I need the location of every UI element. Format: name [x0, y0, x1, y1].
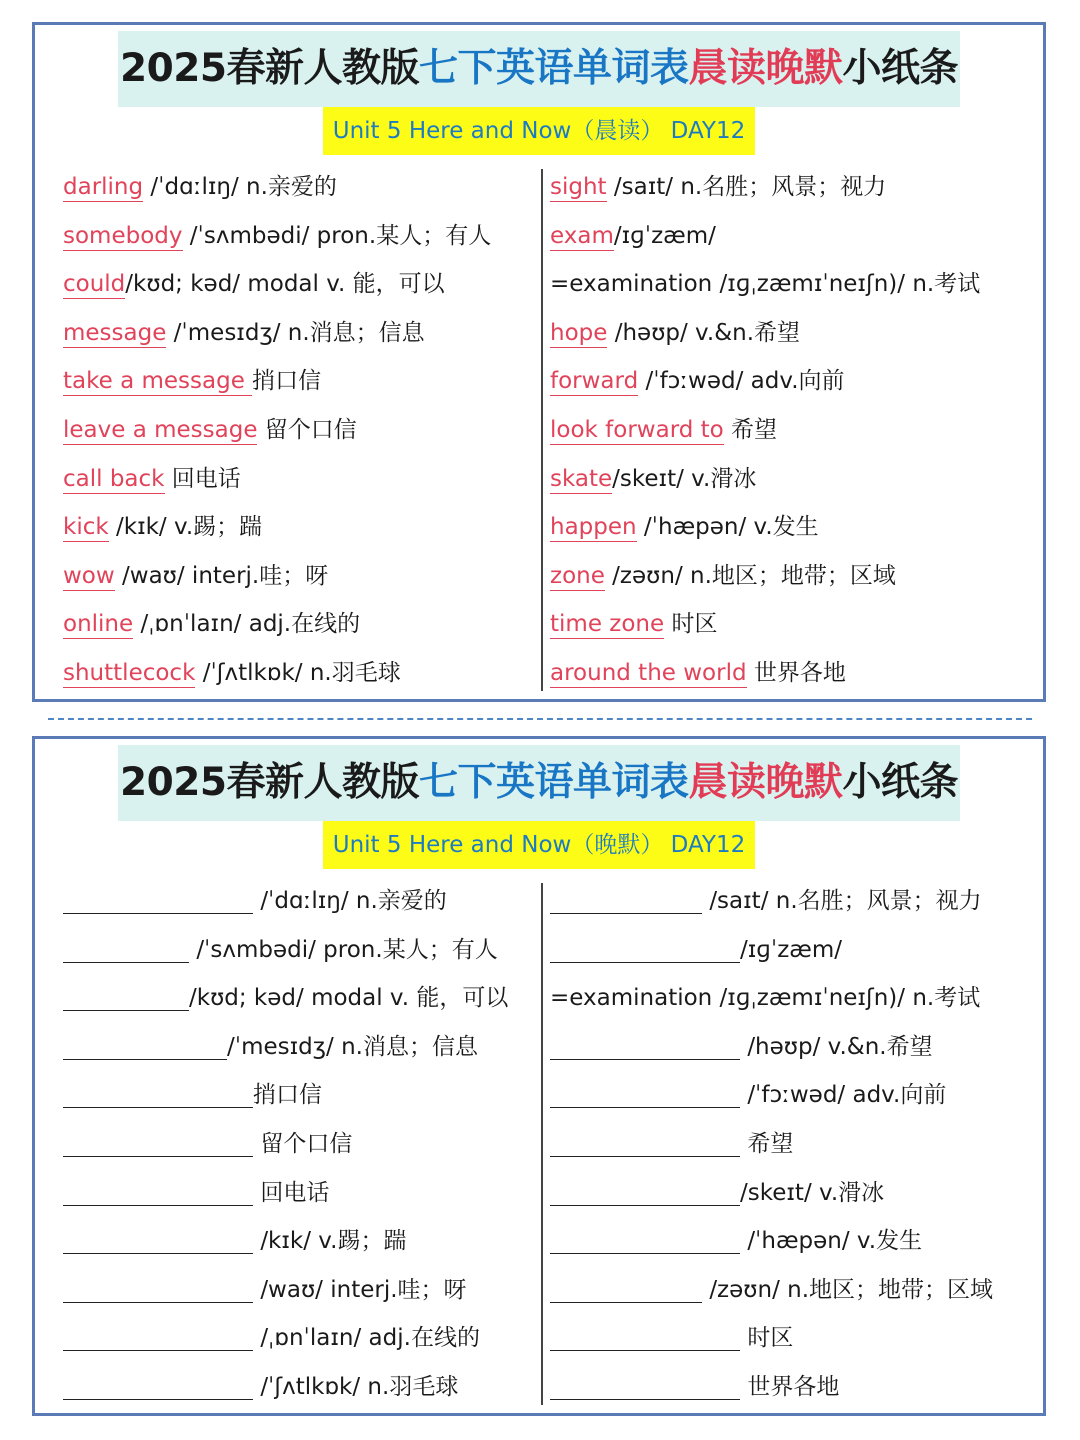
vocab-word: around the world: [550, 659, 747, 686]
dictation-hint: 时区: [747, 1325, 794, 1352]
dictation-hint: /kɪk/ v.踢；踹: [260, 1228, 407, 1255]
vocab-word: leave a message: [63, 416, 258, 443]
dictation-hint: /ˌɒnˈlaɪn/ adj.在线的: [260, 1325, 480, 1352]
vocab-word: wow: [63, 562, 115, 589]
dictation-row: [550, 974, 1030, 1023]
vocab-definition: =examination /ɪɡˌzæmɪˈneɪʃn)/ n.考试: [550, 271, 981, 298]
vocab-definition: 回电话: [164, 465, 241, 492]
dictation-row: [63, 1071, 533, 1120]
title-row: [35, 31, 1043, 107]
dictation-hint: 希望: [747, 1130, 794, 1157]
evening-subtitle: Unit 5 Here and Now（晚默） DAY12: [323, 821, 755, 869]
vocab-word: shuttlecock: [63, 659, 196, 686]
dictation-hint: /ˈhæpən/ v.发生: [747, 1228, 923, 1255]
dictation-row: [63, 1217, 533, 1266]
answer-blank[interactable]: [550, 1175, 740, 1206]
vocab-definition: /ˈsʌmbədi/ pron.某人；有人: [182, 222, 492, 249]
vocab-row: [63, 357, 533, 406]
answer-blank[interactable]: [550, 1223, 740, 1254]
answer-blank[interactable]: [63, 1369, 253, 1400]
answer-blank[interactable]: [550, 1029, 740, 1060]
page-title: [118, 31, 960, 107]
vocab-definition: /kɪk/ v.踢；踹: [108, 514, 263, 541]
answer-blank[interactable]: [550, 883, 702, 914]
vocab-word: kick: [63, 514, 109, 541]
answer-blank[interactable]: [63, 1029, 227, 1060]
vocab-row: [63, 212, 533, 261]
dictation-row: [63, 1314, 533, 1363]
vocab-row: [550, 260, 1030, 309]
dictation-hint: /zəʊn/ n.地区；地带；区域: [709, 1276, 994, 1303]
vocab-row: [63, 309, 533, 358]
subtitle-row: [35, 107, 1043, 159]
subtitle-row: [35, 821, 1043, 873]
vocab-word: message: [63, 319, 167, 346]
title-row: [35, 745, 1043, 821]
morning-subtitle: Unit 5 Here and Now（晨读） DAY12: [323, 107, 755, 155]
dictation-row: [550, 1266, 1030, 1315]
column-divider: [541, 883, 543, 1405]
evening-dictation-card: [32, 736, 1046, 1416]
title-part-1: 2025春新人教版: [119, 760, 419, 805]
vocab-definition: /kʊd; kəd/ modal v. 能，可以: [125, 271, 445, 298]
vocab-word: take a message: [63, 368, 253, 395]
right-column: [550, 877, 1030, 1412]
vocab-word: darling: [63, 174, 144, 200]
vocab-definition: /ˌɒnˈlaɪn/ adj.在线的: [133, 611, 361, 638]
dictation-hint: /ˈsʌmbədi/ pron.某人；有人: [196, 936, 498, 963]
answer-blank[interactable]: [63, 1320, 253, 1351]
title-part-4: 小纸条: [842, 760, 959, 805]
word-columns: [35, 877, 1043, 1413]
vocab-definition: /waʊ/ interj.哇；呀: [114, 562, 329, 589]
dictation-row: [63, 926, 533, 975]
vocab-word: call back: [63, 465, 165, 492]
dictation-hint: /ɪɡˈzæm/: [740, 936, 843, 963]
dictation-row: [550, 1169, 1030, 1218]
vocab-definition: /ˈʃʌtlkɒk/ n.羽毛球: [195, 659, 401, 686]
vocab-word: hope: [550, 319, 608, 346]
vocab-definition: 希望: [723, 416, 778, 443]
vocab-definition: /həʊp/ v.&n.希望: [607, 319, 801, 346]
answer-blank[interactable]: [63, 932, 189, 963]
vocab-definition: /ˈhæpən/ v.发生: [636, 514, 819, 541]
dictation-hint: /həʊp/ v.&n.希望: [747, 1033, 933, 1060]
answer-blank[interactable]: [63, 1126, 253, 1157]
title-part-1: 2025春新人教版: [119, 46, 419, 91]
dictation-row: [550, 1314, 1030, 1363]
title-part-4: 小纸条: [842, 46, 959, 91]
vocab-row: [550, 552, 1030, 601]
vocab-word: online: [63, 611, 134, 638]
answer-blank[interactable]: [63, 1223, 253, 1254]
dictation-hint: /ˈfɔːwəd/ adv.向前: [747, 1082, 947, 1109]
dictation-row: [550, 926, 1030, 975]
answer-blank[interactable]: [63, 1175, 253, 1206]
vocab-definition: /ˈmesɪdʒ/ n.消息；信息: [166, 319, 425, 346]
title-part-2: 七下英语单词表: [419, 46, 689, 91]
vocab-definition: 捎口信: [252, 368, 322, 395]
answer-blank[interactable]: [63, 980, 189, 1011]
dictation-row: [63, 1363, 533, 1412]
morning-reading-card: [32, 22, 1046, 702]
vocab-word: look forward to: [550, 416, 724, 443]
right-column: [550, 163, 1030, 698]
word-columns: [35, 163, 1043, 699]
vocab-word: exam: [550, 222, 614, 249]
vocab-definition: /zəʊn/ n.地区；地带；区域: [604, 562, 896, 589]
vocab-row: [550, 455, 1030, 504]
dictation-hint: 留个口信: [260, 1130, 353, 1157]
vocab-word: happen: [550, 514, 637, 541]
dictation-row: [550, 1120, 1030, 1169]
vocab-definition: /skeɪt/ v.滑冰: [612, 465, 757, 492]
left-column: [63, 163, 533, 698]
vocab-word: forward: [550, 368, 639, 395]
vocab-definition: 世界各地: [746, 659, 846, 686]
dictation-row: [63, 1266, 533, 1315]
answer-blank[interactable]: [550, 1077, 740, 1108]
column-divider: [541, 169, 543, 691]
vocab-word: could: [63, 271, 126, 298]
title-part-3: 晨读晚默: [688, 46, 843, 91]
vocab-word: skate: [550, 465, 613, 492]
dictation-hint: /ˈdɑːlɪŋ/ n.亲爱的: [260, 888, 447, 914]
dictation-hint: /ˈmesɪdʒ/ n.消息；信息: [227, 1033, 478, 1060]
dictation-row: [63, 1023, 533, 1072]
vocab-definition: /saɪt/ n.名胜；风景；视力: [606, 174, 887, 200]
answer-blank[interactable]: [550, 1272, 702, 1303]
dictation-hint: /saɪt/ n.名胜；风景；视力: [709, 888, 982, 914]
vocab-definition: /ɪɡˈzæm/: [613, 222, 716, 249]
answer-blank[interactable]: [550, 1369, 740, 1400]
vocab-definition: 留个口信: [257, 416, 357, 443]
vocab-row: [63, 455, 533, 504]
dictation-row: [550, 1217, 1030, 1266]
vocab-row: [63, 649, 533, 698]
vocab-row: [550, 357, 1030, 406]
dictation-row: [63, 877, 533, 926]
answer-blank[interactable]: [550, 932, 740, 963]
vocab-row: [550, 163, 1030, 212]
vocab-word: somebody: [63, 222, 183, 249]
vocab-word: zone: [550, 562, 605, 589]
vocab-row: [550, 600, 1030, 649]
vocab-row: [63, 260, 533, 309]
vocab-row: [63, 600, 533, 649]
dictation-row: [550, 1363, 1030, 1412]
vocab-row: [63, 163, 533, 212]
vocab-row: [550, 503, 1030, 552]
vocab-row: [63, 406, 533, 455]
left-column: [63, 877, 533, 1412]
answer-blank[interactable]: [63, 1272, 253, 1303]
vocab-definition: /ˈdɑːlɪŋ/ n.亲爱的: [143, 174, 337, 200]
vocab-row: [550, 309, 1030, 358]
vocab-definition: /ˈfɔːwəd/ adv.向前: [638, 368, 845, 395]
dictation-row: [63, 974, 533, 1023]
vocab-row: [550, 406, 1030, 455]
dictation-hint: /kʊd; kəd/ modal v. 能，可以: [189, 985, 509, 1012]
dictation-row: [550, 1023, 1030, 1072]
dictation-hint: =examination /ɪɡˌzæmɪˈneɪʃn)/ n.考试: [550, 985, 981, 1012]
dictation-row: [63, 1169, 533, 1218]
title-part-3: 晨读晚默: [688, 760, 843, 805]
dictation-hint: 捎口信: [253, 1082, 322, 1109]
vocab-row: [550, 212, 1030, 261]
dictation-hint: 回电话: [260, 1179, 330, 1206]
vocab-definition: 时区: [664, 611, 718, 638]
answer-blank[interactable]: [550, 1126, 740, 1157]
dictation-row: [550, 877, 1030, 926]
vocab-row: [550, 649, 1030, 698]
vocab-row: [63, 552, 533, 601]
vocab-word: sight: [550, 174, 607, 200]
title-part-2: 七下英语单词表: [419, 760, 689, 805]
page-title: [118, 745, 960, 821]
cut-line: [48, 718, 1032, 720]
dictation-hint: 世界各地: [747, 1373, 840, 1400]
answer-blank[interactable]: [63, 1077, 253, 1108]
answer-blank[interactable]: [550, 1320, 740, 1351]
dictation-hint: /ˈʃʌtlkɒk/ n.羽毛球: [260, 1373, 459, 1400]
dictation-hint: /skeɪt/ v.滑冰: [740, 1179, 885, 1206]
dictation-row: [550, 1071, 1030, 1120]
dictation-hint: /waʊ/ interj.哇；呀: [260, 1276, 467, 1303]
answer-blank[interactable]: [63, 883, 253, 914]
vocab-word: time zone: [550, 611, 665, 638]
vocab-row: [63, 503, 533, 552]
dictation-row: [63, 1120, 533, 1169]
